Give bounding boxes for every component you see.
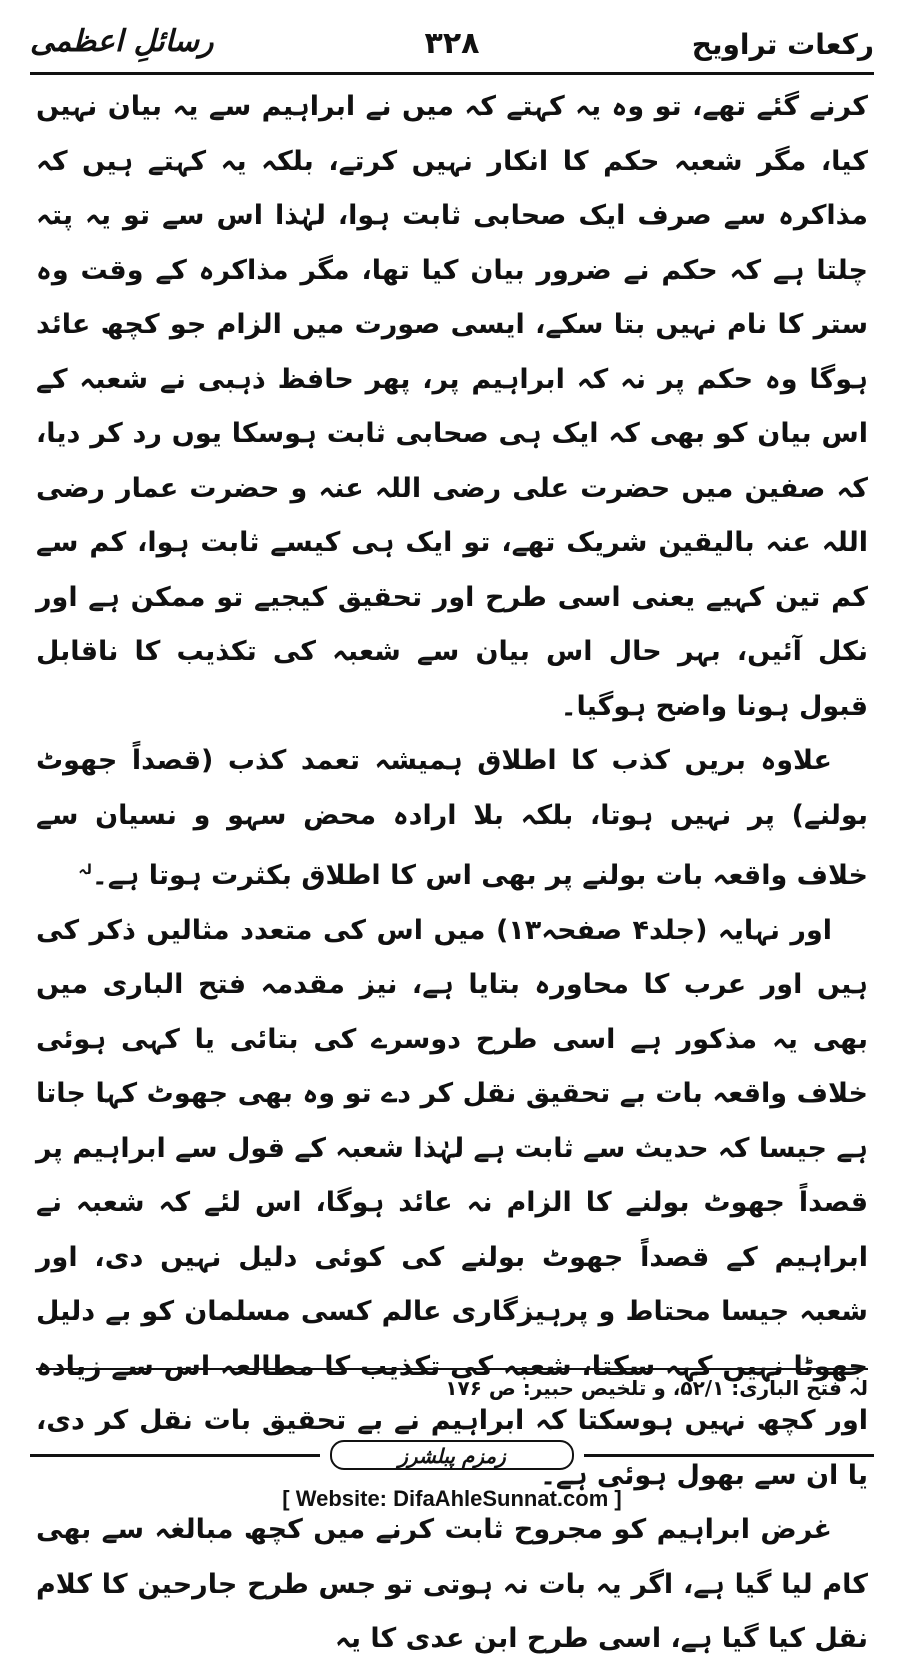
paragraph-2 xyxy=(36,734,868,904)
publisher-logo: زمزم پبلشرز xyxy=(330,1440,574,1470)
body-text xyxy=(36,80,868,1667)
publisher-band xyxy=(30,1440,874,1470)
publisher-rule-left xyxy=(30,1454,320,1457)
running-title: رکعات تراویح xyxy=(691,28,874,61)
paragraph-4: غرض ابراہیم کو مجروح ثابت کرنے میں کچھ مبالغہ سے بھی کام لیا گیا ہے، اگر یہ بات نہ ہوتی تو جس طرح جارحین کا کلام نقل کیا گیا ہے، اسی طرح ابن عدی کا یہ xyxy=(36,1514,868,1654)
publisher-rule-right xyxy=(584,1454,874,1457)
website-watermark: [ Website: DifaAhleSunnat.com ] xyxy=(282,1486,622,1511)
book-title: رسائلِ اعظمی xyxy=(30,24,214,59)
footnote-rule xyxy=(36,1368,868,1370)
paragraph-3: اور نہایہ (جلد۴ صفحہ۱۳) میں اس کی متعدد مثالیں ذکر کی ہیں اور عرب کا محاورہ بتایا ہے، نیز مقدمہ فتح الباری میں بھی یہ مذکور ہے اسی طرح دوسرے کی بتائی یا کہی ہوئی خلاف واقعہ بات بے تحقیق نقل کر دے تو وہ بھی جھوٹ کہا جاتا ہے جیسا کہ حدیث سے ثابت ہے لہٰذا شعبہ کے قول سے ابراہیم پر قصداً جھوٹ بولنے کا الزام نہ عائد ہوگا، اس لئے کہ شعبہ نے ابراہیم کے قصداً جھوٹ بولنے کی کوئی دلیل نہیں دی، اور شعبہ جیسا محتاط و پرہیزگاری عالم کسی مسلمان کو بے دلیل جھوٹا نہیں کہہ سکتا، شعبہ کی تکذیب کا مطالعہ اس سے زیادہ اور کچھ نہیں ہوسکتا کہ ابراہیم نے بے تحقیق بات نقل کر دی، یا ان سے بھول ہوئی ہے۔ xyxy=(35,914,868,1491)
paragraph-1: کرنے گئے تھے، تو وہ یہ کہتے کہ میں نے ابراہیم سے یہ بیان نہیں کیا، مگر شعبہ حکم کا انکار نہیں کرتے، بلکہ یہ کہتے ہیں کہ مذاکرہ سے صرف ایک صحابی ثابت ہوا، لہٰذا اس سے تو یہ پتہ چلتا ہے کہ حکم نے ضرور بیان کیا تھا، مگر مذاکرہ کے وقت وہ ستر کا نام نہیں بتا سکے، ایسی صورت میں الزام جو کچھ عائد ہوگا وہ حکم پر نہ کہ ابراہیم پر، پھر حافظ ذہبی نے شعبہ کے اس بیان کو بھی کہ ایک ہی صحابی ثابت ہوسکا یوں رد کر دیا، کہ صفین میں حضرت علی رضی اللہ عنہ و حضرت عمار رضی اللہ عنہ بالیقین شریک تھے، تو ایک ہی کیسے ثابت ہوا، کم سے کم تین کہیے یعنی اسی طرح اور تحقیق کیجیے تو ممکن ہے اور نکل آئیں، بہر حال اس بیان سے شعبہ کی تکذیب کا ناقابل قبول ہونا واضح ہوگیا۔ xyxy=(36,91,868,722)
paragraph-2-text: علاوہ بریں کذب کا اطلاق ہمیشہ تعمد کذب (قصداً جھوٹ بولنے) پر نہیں ہوتا، بلکہ بلا ارادہ محض سہو و نسیان سے خلاف واقعہ بات بولنے پر بھی اس کا اطلاق بکثرت ہوتا ہے۔ xyxy=(36,745,868,891)
header-rule xyxy=(30,72,874,75)
footnote-marker: لہ xyxy=(78,862,92,878)
footnote: لہ فتح الباری: ۵۲/۱، و تلخیص حبیر: ص ۱۷۶ xyxy=(445,1376,868,1400)
page-number: ۳۲۸ xyxy=(424,26,480,61)
page-header xyxy=(30,20,874,76)
